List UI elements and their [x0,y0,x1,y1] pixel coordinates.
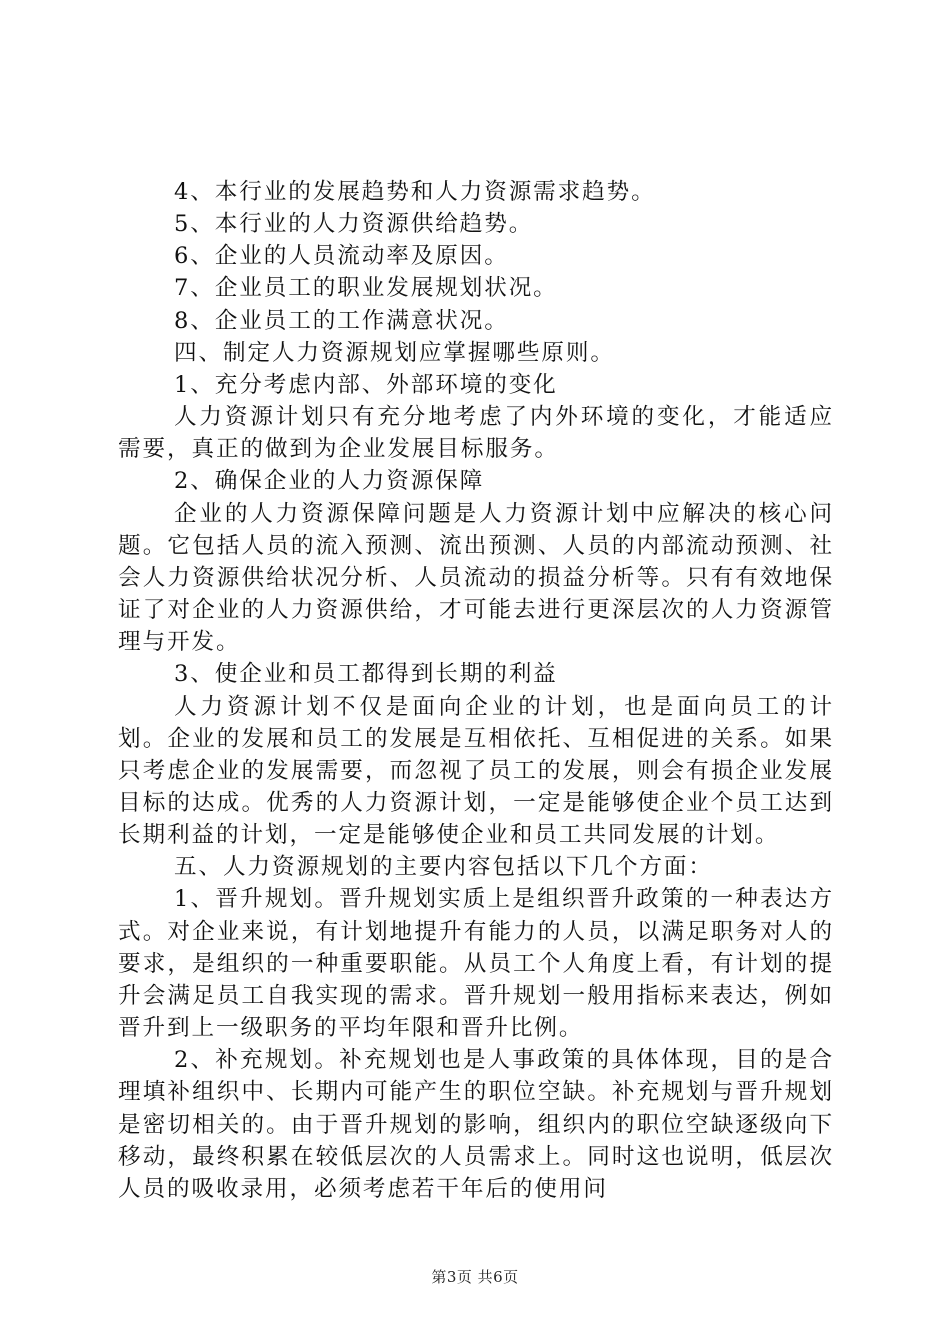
section-heading-5: 五、人力资源规划的主要内容包括以下几个方面： [174,854,713,881]
principle-body-3: 人力资源计划不仅是面向企业的计划，也是面向员工的计划。企业的发展和员工的发展是互相依托、互相促进的关系。如果只考虑企业的发展需要，而忽视了员工的发展，则会有损企业发展目标的达成。优秀的人力资源计划，一定是能够使企业个员工达到长期利益的计划，一定是能够使企业和员工共同发展的计划。 [118,693,834,849]
principle-heading-3: 3、使企业和员工都得到长期的利益 [174,661,558,688]
content-item-replenishment: 2、补充规划。补充规划也是人事政策的具体体现，目的是合理填补组织中、长期内可能产生的职位空缺。补充规划与晋升规划是密切相关的。由于晋升规划的影响，组织内的职位空缺逐级向下移动，最终积累在较低层次的人员需求上。同时这也说明，低层次人员的吸收录用，必须考虑若干年后的使用问 [118,1047,834,1202]
page-number-footer: 第3页 共6页 [431,1268,519,1286]
paragraph-item-7: 7、企业员工的职业发展规划状况。 [174,275,558,302]
paragraph-item-4: 4、本行业的发展趋势和人力资源需求趋势。 [174,179,656,205]
content-item-promotion: 1、晋升规划。晋升规划实质上是组织晋升政策的一种表达方式。对企业来说，有计划地提升有能力的人员，以满足职务对人的要求，是组织的一种重要职能。从员工个人角度上看，有计划的提升会满足员工自我实现的需求。晋升规划一般用指标来表达，例如晋升到上一级职务的平均年限和晋升比例。 [118,886,834,1042]
paragraph-item-5: 5、本行业的人力资源供给趋势。 [174,211,534,238]
body-text [118,176,834,1205]
principle-heading-1: 1、充分考虑内部、外部环境的变化 [174,371,558,398]
principle-body-2: 企业的人力资源保障问题是人力资源计划中应解决的核心问题。它包括人员的流入预测、流出预测、人员的内部流动预测、社会人力资源供给状况分析、人员流动的损益分析等。只有有效地保证了对企业的人力资源供给，才可能去进行更深层次的人力资源管理与开发。 [118,500,834,656]
section-heading-4: 四、制定人力资源规划应掌握哪些原则。 [174,339,615,366]
paragraph-item-6: 6、企业的人员流动率及原因。 [174,243,509,270]
principle-body-1: 人力资源计划只有充分地考虑了内外环境的变化，才能适应需要，真正的做到为企业发展目标服务。 [118,404,834,463]
paragraph-item-8: 8、企业员工的工作满意状况。 [174,307,509,334]
principle-heading-2: 2、确保企业的人力资源保障 [174,468,485,495]
